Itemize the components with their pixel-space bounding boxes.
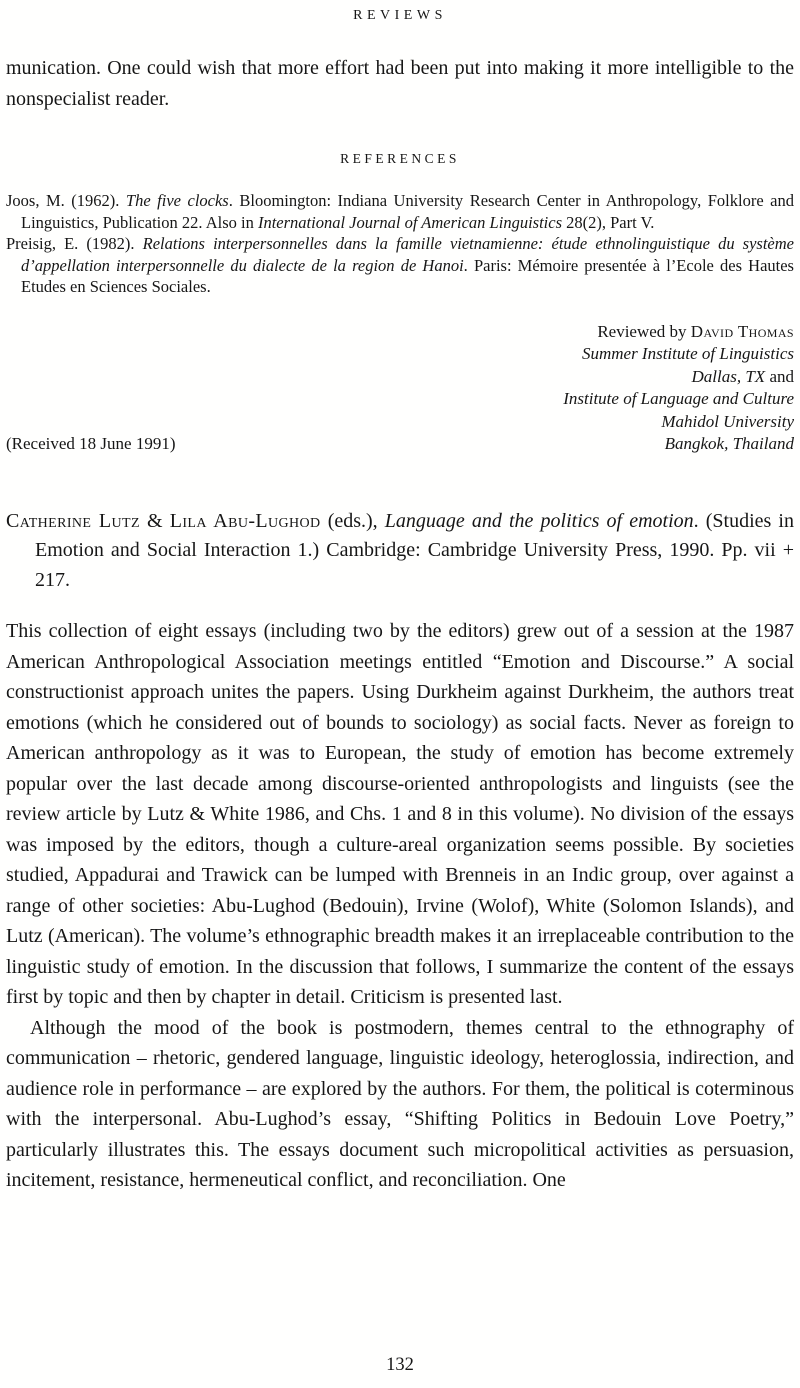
reviewer-location: Bangkok, Thailand — [664, 434, 794, 453]
carryover-paragraph: munication. One could wish that more effort had been put into making it more intelligible to the nonspecialist reader. — [6, 57, 794, 110]
reviewer-affiliation: Mahidol University — [661, 411, 794, 431]
reviewer-affiliation: Dallas, TX and — [691, 366, 794, 386]
references-list — [6, 190, 794, 298]
review-paragraph: This collection of eight essays (including two by the editors) grew out of a session at the 1987 American Anthropological Association meetings entitled “Emotion and Discourse.” A social constructionist approach unites the papers. Using Durkheim against Durkheim, the authors treat emotions (which he considered out of bounds to sociology) as social facts. Never as foreign to American anthropology as it was to European, the study of emotion has become extremely popular over the last decade among discourse-oriented anthropologists and linguists (see the review article by Lutz & White 1986, and Chs. 1 and 8 in this volume). No division of the essays was imposed by the editors, though a culture-areal organization seems possible. By societies studied, Appadurai and Trawick can be lumped with Brenneis in an Indic group, over against a range of other societies: Abu-Lughod (Bedouin), Irvine (Wolof), White (Solomon Islands), and Lutz (American). The volume’s ethnographic breadth makes it an irreplaceable contribution to the linguistic study of emotion. In the discussion that follows, I summarize the content of the essays first by topic and then by chapter in detail. Criticism is presented last. — [6, 620, 794, 1008]
review-paragraph: Although the mood of the book is postmodern, themes central to the ethnography of communication – rhetoric, gendered language, linguistic ideology, heteroglossia, indirection, and audience role in performance – are explored by the authors. For them, the political is coterminous with the interpersonal. Abu-Lughod’s essay, “Shifting Politics in Bedouin Love Poetry,” particularly illustrates this. The essays document such micropolitical activities as persuasion, incitement, resistance, hermeneutical conflict, and reconciliation. One — [6, 1016, 794, 1191]
reviewed-by-line: Reviewed by David Thomas — [597, 321, 794, 341]
reviewer-affiliation: Summer Institute of Linguistics — [581, 344, 794, 363]
review-citation-heading: Catherine Lutz & Lila Abu-Lughod (eds.), Language and the politics of emotion. (Studies in Emotion and Social Interaction 1.) Cambridge: Cambridge University Press, 1990. Pp. vii + 217. — [6, 509, 794, 591]
reviewer-block — [6, 321, 794, 456]
reference-entry: Joos, M. (1962). The five clocks. Bloomington: Indiana University Research Center in Anthropology, Folklore and Linguistics, Publication 22. Also in International Journal of American Linguistics 28(2), Part V. — [6, 191, 794, 232]
reference-entry: Preisig, E. (1982). Relations interpersonnelles dans la famille vietnamienne: étude ethnolinguistique du système d’appellation interpersonnelle du dialecte de la region de Hanoi. Paris: Mémoire presentée à l’Ecole des Hautes Etudes en Sciences Sociales. — [6, 234, 794, 296]
reviewer-affiliation: Institute of Language and Culture — [563, 389, 794, 408]
received-location-row — [6, 433, 794, 456]
received-date: (Received 18 June 1991) — [6, 434, 176, 453]
running-head: REVIEWS — [353, 8, 447, 23]
page-number: 132 — [386, 1355, 414, 1375]
references-heading: REFERENCES — [340, 151, 460, 166]
